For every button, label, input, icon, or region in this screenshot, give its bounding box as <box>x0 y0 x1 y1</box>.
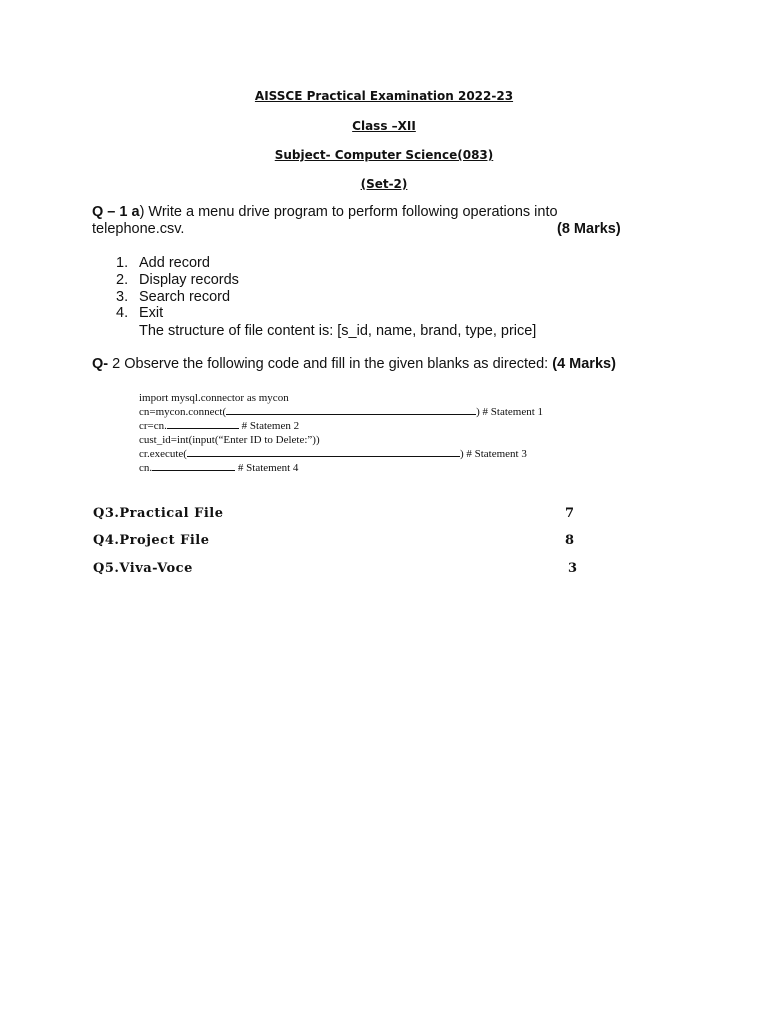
q3-label: Q3.Practical File <box>93 506 224 521</box>
q4-label: Q4.Project File <box>93 533 210 548</box>
code-line: cn=mycon.connect( ) # Statement 1 <box>139 406 544 418</box>
code-line: cust_id=int(input(“Enter ID to Delete:”)) <box>139 434 320 446</box>
fill-blank <box>187 447 460 457</box>
code-line: cr=cn. # Statemen 2 <box>139 420 300 432</box>
class-heading: Class –XII <box>352 119 416 133</box>
fill-blank <box>167 419 239 429</box>
code-line: cn. # Statement 4 <box>139 462 299 474</box>
q1-operations-list <box>116 255 239 322</box>
q2-code-block <box>139 391 543 475</box>
code-line: cr.execute( ) # Statement 3 <box>139 448 527 460</box>
q2-line <box>92 356 616 372</box>
subject-heading: Subject- Computer Science(083) <box>274 148 494 162</box>
q1-text-line2: telephone.csv. <box>92 221 185 237</box>
list-item: 4. Exit <box>116 305 164 322</box>
q2-marks: (4 Marks) <box>552 356 616 372</box>
q4-marks: 8 <box>565 533 575 548</box>
q2-text: 2 Observe the following code and fill in the given blanks as directed: <box>108 356 549 372</box>
q1-text-line1: ) Write a menu drive program to perform following operations into <box>139 204 558 220</box>
exam-title: AISSCE Practical Examination 2022-23 <box>254 89 514 103</box>
q3-marks: 7 <box>565 506 575 521</box>
q1-structure-note: The structure of file content is: [s_id, name, brand, type, price] <box>139 323 537 339</box>
q5-label: Q5.Viva-Voce <box>93 561 193 576</box>
q1-label: Q – 1 a <box>92 204 140 220</box>
fill-blank <box>152 461 235 471</box>
q1-line1 <box>92 204 558 220</box>
q2-label: Q- <box>92 356 109 372</box>
q1-marks: (8 Marks) <box>557 221 621 237</box>
code-line: import mysql.connector as mycon <box>139 392 289 404</box>
list-item: 1. Add record <box>116 255 210 271</box>
list-item: 2. Display records <box>116 271 239 288</box>
fill-blank <box>226 405 476 415</box>
list-item: 3. Search record <box>116 288 231 305</box>
q5-marks: 3 <box>568 561 578 576</box>
set-heading: (Set-2) <box>360 177 408 191</box>
